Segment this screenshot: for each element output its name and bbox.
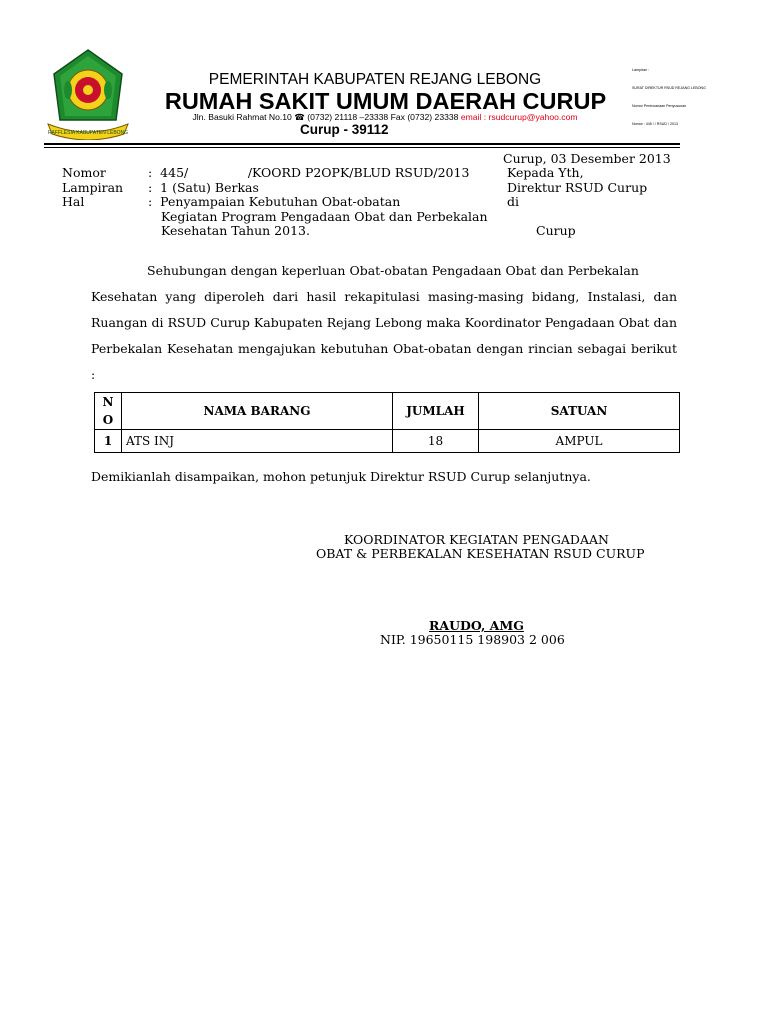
table-row (95, 430, 680, 453)
kop-hospital-name: RUMAH SAKIT UMUM DAERAH CURUP (164, 88, 607, 114)
kepada-recipient: Direktur RSUD Curup (507, 180, 648, 195)
signature-title-line1: KOORDINATOR KEGIATAN PENGADAAN (344, 532, 609, 547)
header-satuan: SATUAN (479, 393, 680, 430)
kop-city: Curup - 39112 (300, 122, 389, 137)
header-no-line2: O (102, 413, 114, 427)
mini-reference-stamp (632, 68, 706, 138)
cell-no: 1 (95, 430, 122, 453)
kop-address-text: Jln. Basuki Rahmat No.10 ☎ (0732) 21118 –23338 Fax (0732) 23338 (192, 112, 461, 122)
closing-sentence: Demikianlah disampaikan, mohon petunjuk Direktur RSUD Curup selanjutnya. (91, 469, 591, 484)
header-nama-barang: NAMA BARANG (122, 393, 393, 430)
kepada-city: Curup (536, 223, 576, 238)
cell-jumlah: 18 (393, 430, 479, 453)
header-no-line1: N (102, 395, 114, 409)
table-header-row (95, 393, 680, 430)
header-jumlah: JUMLAH (393, 393, 479, 430)
lampiran-label: Lampiran (62, 180, 124, 195)
hal-label: Hal (62, 194, 85, 209)
rejang-lebong-emblem-logo (44, 48, 132, 140)
kop-government-name: PEMERINTAH KABUPATEN REJANG LEBONG (208, 71, 542, 88)
cell-nama-barang: ATS INJ (122, 430, 393, 453)
body-paragraph-first-line: Sehubungan dengan keperluan Obat-obatan Pengadaan Obat dan Perbekalan (147, 263, 639, 278)
signatory-name: RAUDO, AMG (429, 618, 524, 633)
hal-value-line2: Kegiatan Program Pengadaan Obat dan Perbekalan (161, 209, 488, 224)
items-table (94, 392, 680, 453)
kop-email: email : rsudcurup@yahoo.com (460, 112, 578, 122)
hal-value-line3: Kesehatan Tahun 2013. (161, 223, 310, 238)
kepada-di: di (507, 194, 519, 209)
lampiran-value: : 1 (Satu) Berkas (148, 180, 259, 195)
nomor-label: Nomor (62, 165, 106, 180)
letter-date: Curup, 03 Desember 2013 (503, 151, 671, 166)
mini-stamp-line: Nomor Perencanaan Penyusunan (632, 104, 687, 108)
cell-satuan: AMPUL (479, 430, 680, 453)
nomor-value: : 445/ /KOORD P2OPK/BLUD RSUD/2013 (148, 165, 470, 180)
body-paragraph (91, 258, 677, 388)
mini-stamp-line: SURAT DIREKTUR RSUD REJANG LEBONG (632, 86, 706, 90)
logo-ribbon-text: RAFFLESIA KABUPATEN LEBONG (47, 130, 129, 136)
body-paragraph-rest: Kesehatan yang diperoleh dari hasil rekapitulasi masing-masing bidang, Instalasi, dan Ruangan di RSUD Curup Kabupaten Rejang Lebong maka Koordinator Pengadaan Obat dan Perbekalan Kesehatan mengajukan kebutuhan Obat-obatan dengan rincian sebagai berikut : (91, 289, 677, 382)
kop-divider-thick (44, 143, 680, 145)
header-no (95, 393, 122, 430)
hal-value-line1: : Penyampaian Kebutuhan Obat-obatan (148, 194, 401, 209)
mini-stamp-line: Lampiran : (632, 68, 649, 72)
signatory-nip: NIP. 19650115 198903 2 006 (380, 632, 565, 647)
signature-title-line2: OBAT & PERBEKALAN KESEHATAN RSUD CURUP (316, 546, 645, 561)
mini-stamp-line: Nomor : 445 / / RSUD / 2013 (632, 122, 678, 126)
kepada-yth: Kepada Yth, (507, 165, 584, 180)
kop-divider-thin (44, 147, 680, 148)
